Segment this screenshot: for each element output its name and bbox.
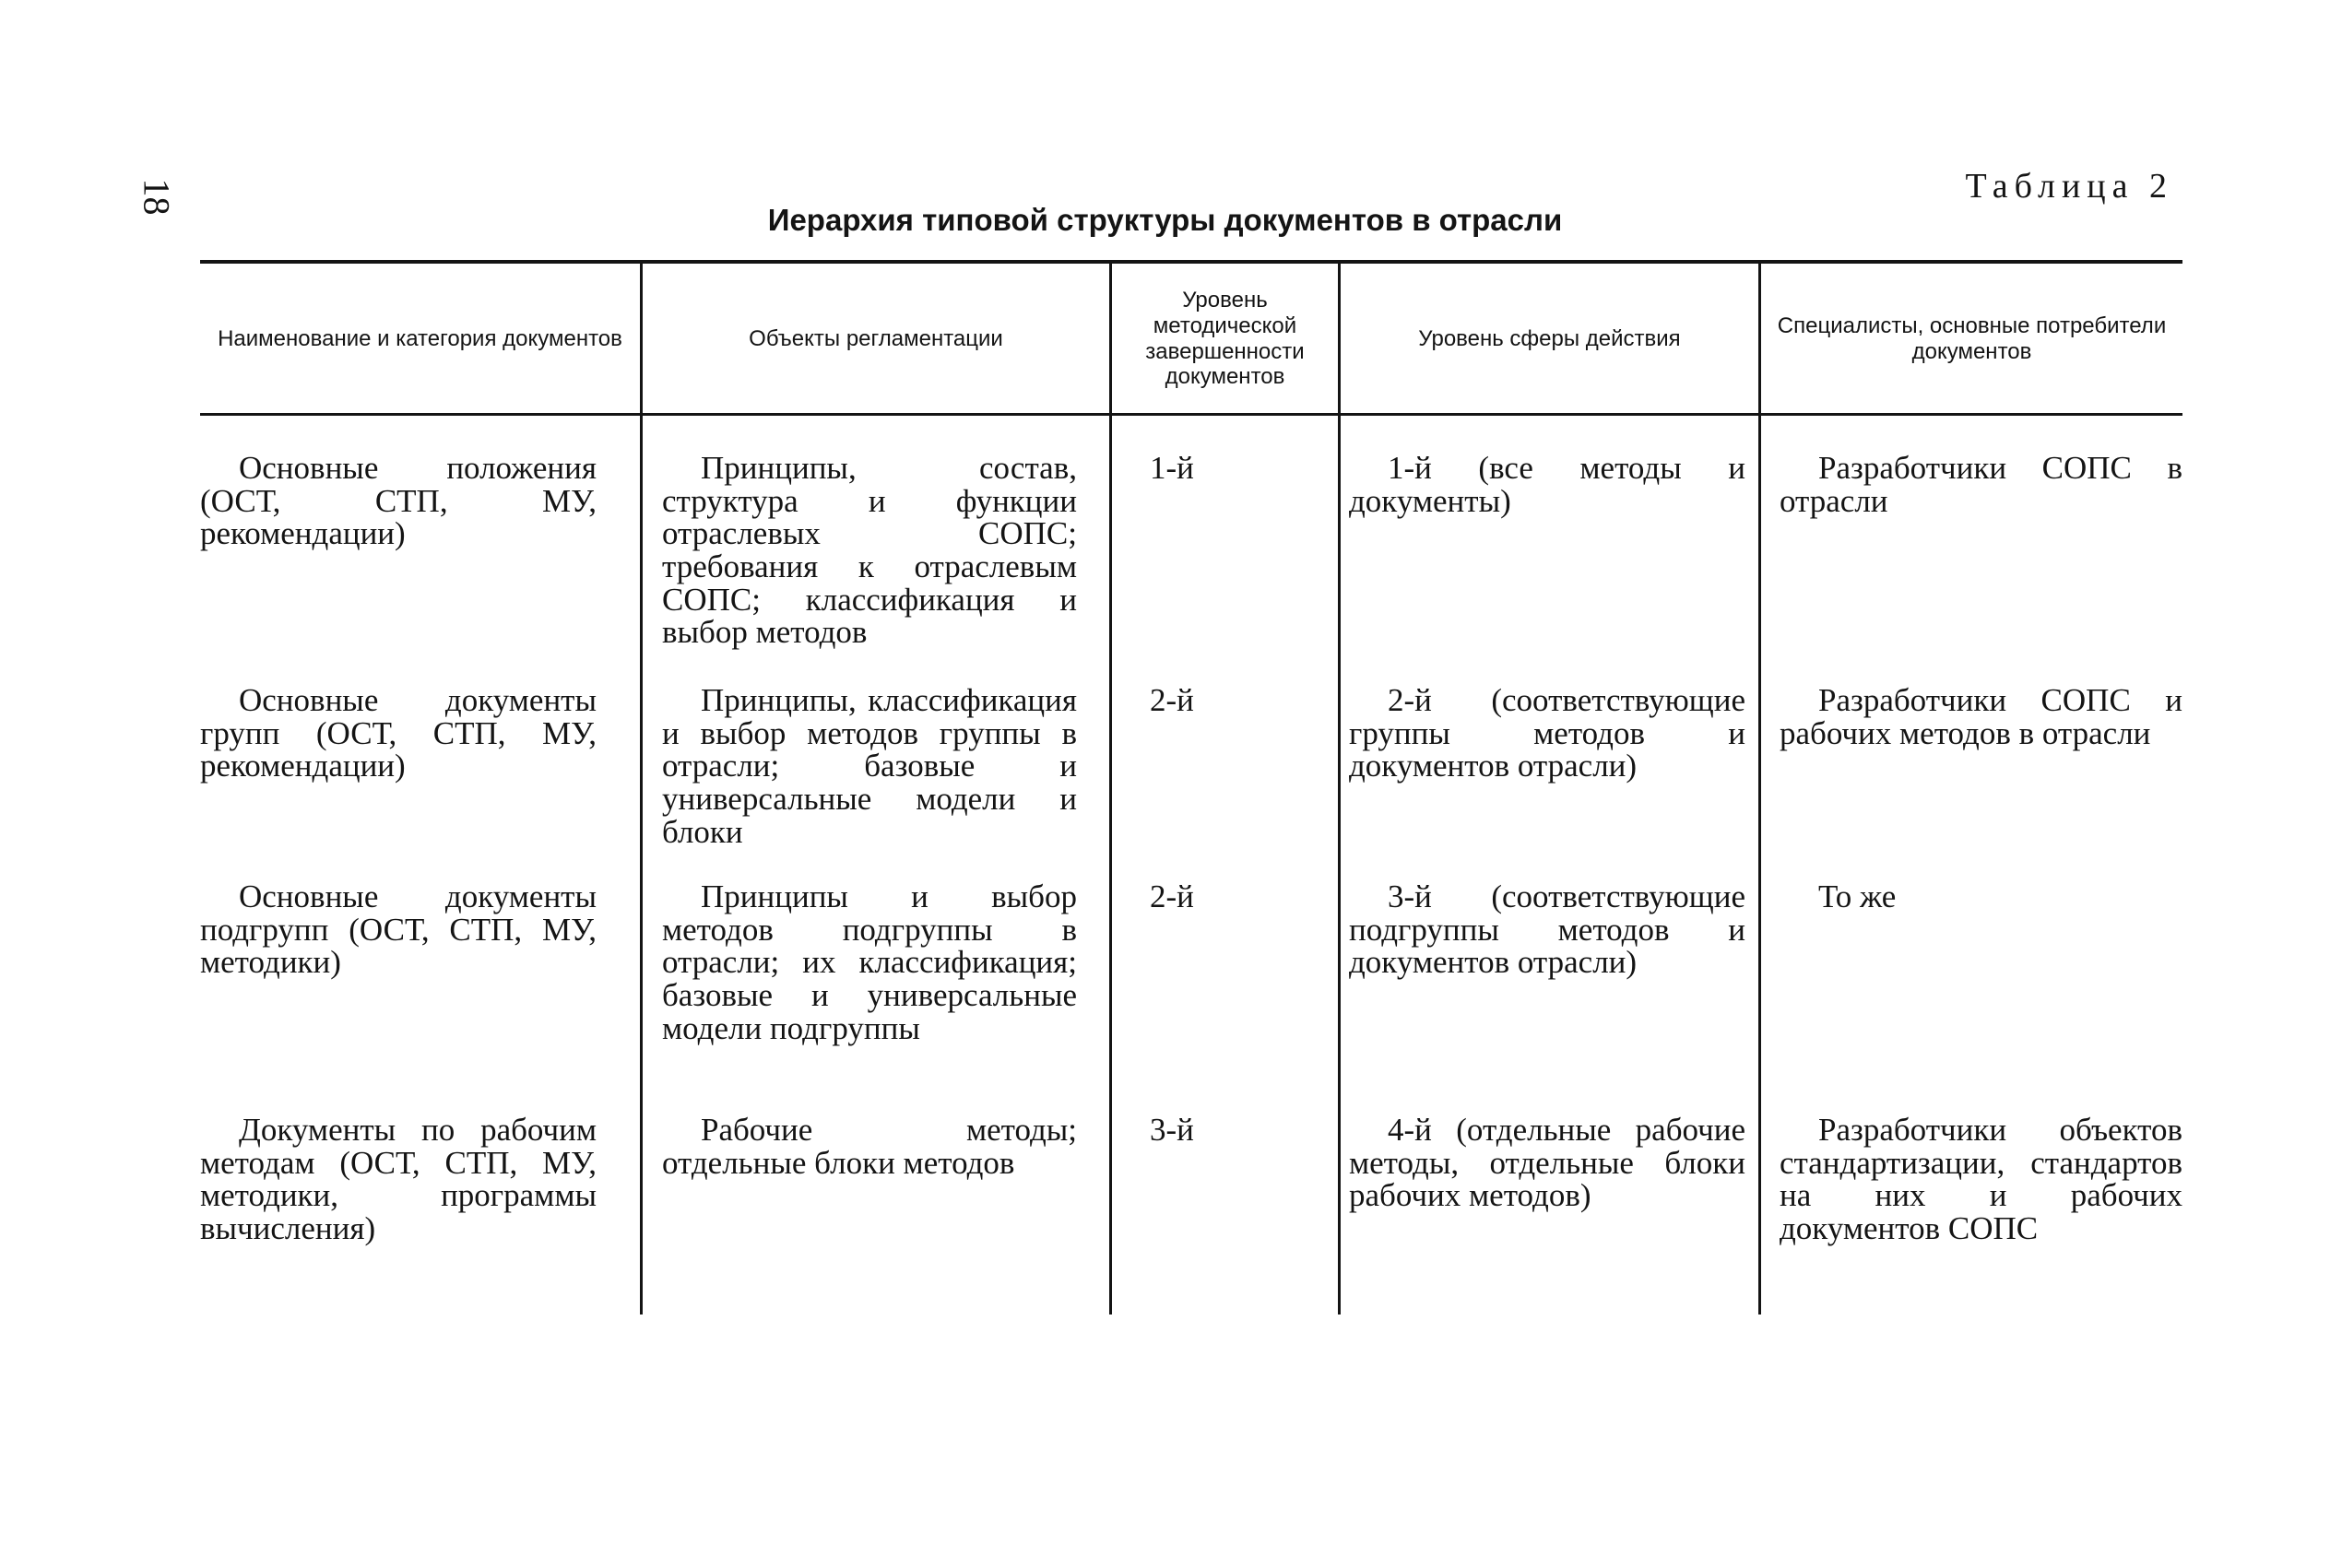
column-divider [640,264,643,1315]
table-cell-name: Основные документы подгрупп (ОСТ, СТП, МУ, методики) [200,878,597,981]
column-divider [1338,264,1341,1315]
table-cell-method-level: 3-й [1150,1112,1194,1148]
table-cell-scope-level: 4-й (отдельные рабочие методы, отдельные блоки рабочих методов) [1349,1112,1745,1214]
table-top-rule [200,260,2182,264]
table-cell-name: Основные положения (ОСТ, СТП, МУ, рекомендации) [200,450,597,552]
header-scope-level: Уровень сферы действия [1418,325,1681,351]
table-cell-specialists: Разработчики СОПС и рабочих методов в отрасли [1780,682,2182,751]
table-title: Иерархия типовой структуры документов в отрасли [767,203,1563,237]
table-cell-scope-level: 1-й (все методы и документы) [1349,450,1745,519]
table-cell-objects: Рабочие методы; отдельные блоки методов [662,1112,1077,1181]
table-cell-scope-level: 2-й (соответствующие группы методов и документов отрасли) [1349,682,1745,784]
table-cell-name: Основные документы групп (ОСТ, СТП, МУ, рекомендации) [200,682,597,784]
page-number: 18 [136,178,178,216]
table-cell-specialists: То же [1818,878,1897,914]
table-cell-method-level: 1-й [1150,450,1194,486]
header-specialists: Специалисты, основные потребители документов [1777,312,2167,364]
header-name-category: Наименование и категория документов [218,325,622,351]
table-cell-specialists: Разработчики объектов стандартизации, стандартов на них и рабочих документов СОПС [1780,1112,2182,1247]
table-cell-name: Документы по рабочим методам (ОСТ, СТП, МУ, методики, программы вычисления) [200,1112,597,1247]
header-objects: Объекты регламентации [749,325,1003,351]
column-divider [1758,264,1761,1315]
table-cell-scope-level: 3-й (соответствующие подгруппы методов и документов отрасли) [1349,878,1745,981]
table-cell-specialists: Разработчики СОПС в отрасли [1780,450,2182,519]
table-cell-objects: Принципы и выбор методов подгруппы в отрасли; их классификация; базовые и универсальные модели подгруппы [662,878,1077,1046]
header-bottom-rule [200,413,2182,416]
column-divider [1109,264,1112,1315]
table-cell-objects: Принципы, классификация и выбор методов группы в отрасли; базовые и универсальные модели и блоки [662,682,1077,850]
table-cell-objects: Принципы, состав, структура и функции отраслевых СОПС; требования к отраслевым СОПС; классификация и выбор методов [662,450,1077,651]
table-cell-method-level: 2-й [1150,682,1194,718]
header-method-level: Уровень методической завершенности документов [1145,288,1305,390]
table-label: Таблица 2 [1965,167,2173,206]
table-cell-method-level: 2-й [1150,878,1194,914]
